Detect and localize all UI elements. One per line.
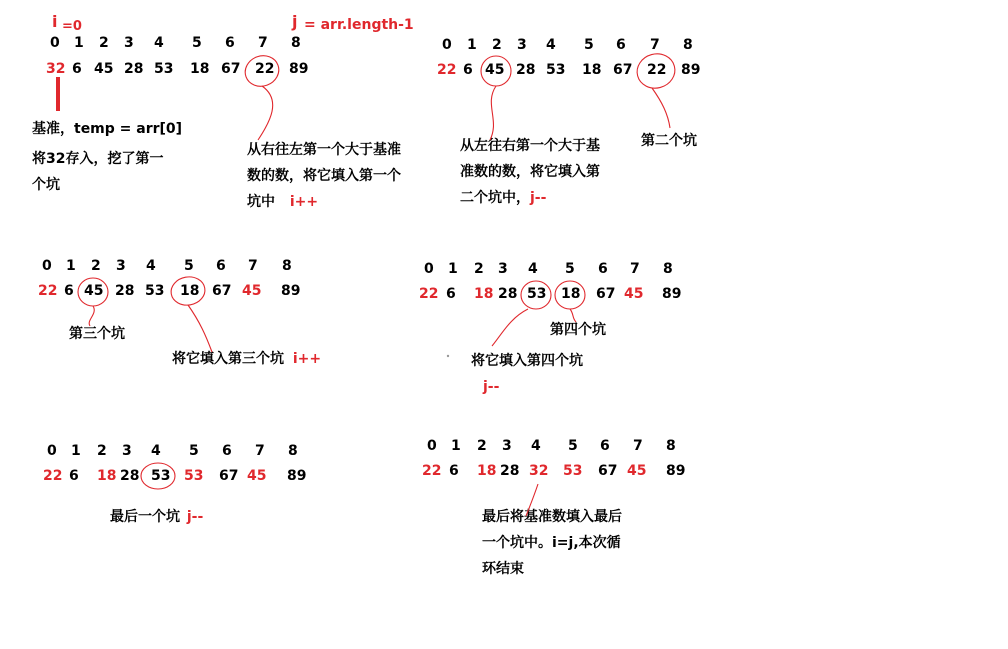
panel4-index-7: 7 <box>630 261 640 277</box>
panel5-index-3: 3 <box>122 443 132 459</box>
panel6-index-6: 6 <box>600 438 610 454</box>
panel5-value-5: 53 <box>184 468 204 484</box>
panel2-note-fill-op: j-- <box>530 190 547 206</box>
panel4-value-3: 28 <box>498 286 518 302</box>
panel2-value-7: 22 <box>647 62 667 78</box>
panel1-value-7: 22 <box>255 61 275 77</box>
panel6-value-8: 89 <box>666 463 686 479</box>
panel3-index-2: 2 <box>91 258 101 274</box>
panel2-value-3: 28 <box>516 62 536 78</box>
panel1-note-fill-op: i++ <box>289 194 319 210</box>
panel5-index-7: 7 <box>255 443 265 459</box>
panel5-value-3: 28 <box>120 468 140 484</box>
panel1-note-first-pit: 将32存入，挖了第一个坑 <box>32 151 164 193</box>
panel2-index-6: 6 <box>616 37 626 53</box>
stray-dot <box>447 355 449 357</box>
panel2-index-0: 0 <box>442 37 452 53</box>
panel2-value-6: 67 <box>613 62 633 78</box>
panel3-index-5: 5 <box>184 258 194 274</box>
panel6-index-2: 2 <box>477 438 487 454</box>
pointer-i: i <box>52 12 58 31</box>
panel5-value-0: 22 <box>43 468 63 484</box>
panel4-index-3: 3 <box>498 261 508 277</box>
panel2-index-4: 4 <box>546 37 556 53</box>
panel4-value-5: 18 <box>561 286 581 302</box>
panel1-note-fill-text: 从右往左第一个大于基准数的数，将它填入第一个坑中 <box>247 142 401 210</box>
panel2-index-2: 2 <box>492 37 502 53</box>
panel4-arrow <box>492 309 528 346</box>
panel3-arrow-2 <box>188 305 212 352</box>
panel2-circle-22 <box>633 50 679 93</box>
panel3-circle-18 <box>169 274 207 307</box>
panel2-note-fill-text: 从左往右第一个大于基准数的数，将它填入第二个坑中， <box>460 138 600 206</box>
panel3-note-fill-text: 将它填入第三个坑 <box>172 351 284 367</box>
panel2-value-4: 53 <box>546 62 566 78</box>
panel4-value-1: 6 <box>446 286 456 302</box>
panel5-index-5: 5 <box>189 443 199 459</box>
panel2-index-8: 8 <box>683 37 693 53</box>
pointer-i-init: =0 <box>62 19 82 34</box>
panel4-note-fourth-pit: 第四个坑 <box>550 322 606 338</box>
panel1-index-1: 1 <box>74 35 84 51</box>
panel4-index-0: 0 <box>424 261 434 277</box>
panel6-index-1: 1 <box>451 438 461 454</box>
panel6-value-3: 28 <box>500 463 520 479</box>
panel6-index-7: 7 <box>633 438 643 454</box>
pointer-j-init: = arr.length-1 <box>304 17 414 33</box>
panel5-index-0: 0 <box>47 443 57 459</box>
panel5-index-8: 8 <box>288 443 298 459</box>
panel2-value-2: 45 <box>485 62 505 78</box>
panel1-value-4: 53 <box>154 61 174 77</box>
panel4-value-4: 53 <box>527 286 547 302</box>
panel4-value-8: 89 <box>662 286 682 302</box>
panel5-value-7: 45 <box>247 468 267 484</box>
panel1-arrow <box>258 86 273 140</box>
panel2-arrow-2 <box>652 88 670 128</box>
panel3-value-5: 18 <box>180 283 200 299</box>
panel4-circle-53 <box>521 281 551 309</box>
panel3-value-6: 67 <box>212 283 232 299</box>
panel3-index-6: 6 <box>216 258 226 274</box>
panel3-note-fill-op: i++ <box>292 351 322 367</box>
panel3-value-1: 6 <box>64 283 74 299</box>
panel2-value-8: 89 <box>681 62 701 78</box>
panel5-value-4: 53 <box>151 468 171 484</box>
panel6-value-1: 6 <box>449 463 459 479</box>
panel1-index-4: 4 <box>154 35 164 51</box>
panel6-value-7: 45 <box>627 463 647 479</box>
panel6-index-3: 3 <box>502 438 512 454</box>
panel2-index-1: 1 <box>467 37 477 53</box>
panel2-value-5: 18 <box>582 62 602 78</box>
panel4-index-2: 2 <box>474 261 484 277</box>
panel1-circle-22 <box>241 51 283 91</box>
panel3-index-3: 3 <box>116 258 126 274</box>
panel4-note-fill-op: j-- <box>483 379 500 395</box>
panel1-index-0: 0 <box>50 35 60 51</box>
panel5-note-last-pit-text: 最后一个坑 <box>110 509 180 525</box>
panel1-value-1: 6 <box>72 61 82 77</box>
panel6-arrow <box>526 484 538 516</box>
panel4-value-7: 45 <box>624 286 644 302</box>
panel1-value-6: 67 <box>221 61 241 77</box>
panel1-value-0: 32 <box>46 61 66 77</box>
pivot-marker-bar <box>56 77 60 111</box>
panel2-value-1: 6 <box>463 62 473 78</box>
panel3-value-4: 53 <box>145 283 165 299</box>
panel4-arrow-2 <box>570 309 576 322</box>
panel1-index-6: 6 <box>225 35 235 51</box>
panel3-note-third-pit: 第三个坑 <box>69 326 125 342</box>
panel3-index-0: 0 <box>42 258 52 274</box>
panel6-index-4: 4 <box>531 438 541 454</box>
panel4-index-6: 6 <box>598 261 608 277</box>
panel3-circle-45 <box>78 278 108 306</box>
panel6-index-0: 0 <box>427 438 437 454</box>
panel2-index-7: 7 <box>650 37 660 53</box>
panel1-index-2: 2 <box>99 35 109 51</box>
panel1-value-3: 28 <box>124 61 144 77</box>
panel5-note-last-pit-op: j-- <box>186 509 204 525</box>
panel5-circle-53 <box>141 463 175 489</box>
panel5-value-2: 18 <box>97 468 117 484</box>
panel6-note-final: 最后将基准数填入最后一个坑中。i=j,本次循环结束 <box>482 509 622 577</box>
panel2-index-3: 3 <box>517 37 527 53</box>
panel6-value-5: 53 <box>563 463 583 479</box>
panel5-index-4: 4 <box>151 443 161 459</box>
panel4-index-4: 4 <box>528 261 538 277</box>
panel5-value-8: 89 <box>287 468 307 484</box>
panel3-index-7: 7 <box>248 258 258 274</box>
panel3-value-2: 45 <box>84 283 104 299</box>
panel2-note-second-pit: 第二个坑 <box>641 133 697 149</box>
panel1-index-5: 5 <box>192 35 202 51</box>
panel3-value-0: 22 <box>38 283 58 299</box>
panel2-circle-45 <box>481 56 511 86</box>
panel6-index-8: 8 <box>666 438 676 454</box>
panel1-index-3: 3 <box>124 35 134 51</box>
panel6-value-6: 67 <box>598 463 618 479</box>
panel3-index-8: 8 <box>282 258 292 274</box>
panel4-value-2: 18 <box>474 286 494 302</box>
panel3-value-8: 89 <box>281 283 301 299</box>
pointer-j: j <box>292 12 298 31</box>
panel1-value-5: 18 <box>190 61 210 77</box>
panel4-index-8: 8 <box>663 261 673 277</box>
panel5-value-6: 67 <box>219 468 239 484</box>
panel4-value-6: 67 <box>596 286 616 302</box>
panel2-value-0: 22 <box>437 62 457 78</box>
panel4-circle-18 <box>555 281 585 309</box>
panel2-arrow <box>490 86 496 140</box>
panel3-arrow <box>89 306 94 326</box>
panel1-note-pivot: 基准，temp = arr[0] <box>32 121 183 137</box>
panel5-index-2: 2 <box>97 443 107 459</box>
panel1-index-7: 7 <box>258 35 268 51</box>
panel4-value-0: 22 <box>419 286 439 302</box>
panel1-index-8: 8 <box>291 35 301 51</box>
panel3-index-1: 1 <box>66 258 76 274</box>
panel6-value-4: 32 <box>529 463 549 479</box>
panel6-index-5: 5 <box>568 438 578 454</box>
panel1-value-2: 45 <box>94 61 114 77</box>
panel3-value-3: 28 <box>115 283 135 299</box>
panel4-note-fill-text: 将它填入第四个坑 <box>471 353 583 369</box>
panel5-index-6: 6 <box>222 443 232 459</box>
panel3-value-7: 45 <box>242 283 262 299</box>
panel6-value-2: 18 <box>477 463 497 479</box>
panel6-value-0: 22 <box>422 463 442 479</box>
panel3-index-4: 4 <box>146 258 156 274</box>
panel5-value-1: 6 <box>69 468 79 484</box>
panel4-index-5: 5 <box>565 261 575 277</box>
panel5-index-1: 1 <box>71 443 81 459</box>
panel4-index-1: 1 <box>448 261 458 277</box>
panel2-index-5: 5 <box>584 37 594 53</box>
panel1-value-8: 89 <box>289 61 309 77</box>
